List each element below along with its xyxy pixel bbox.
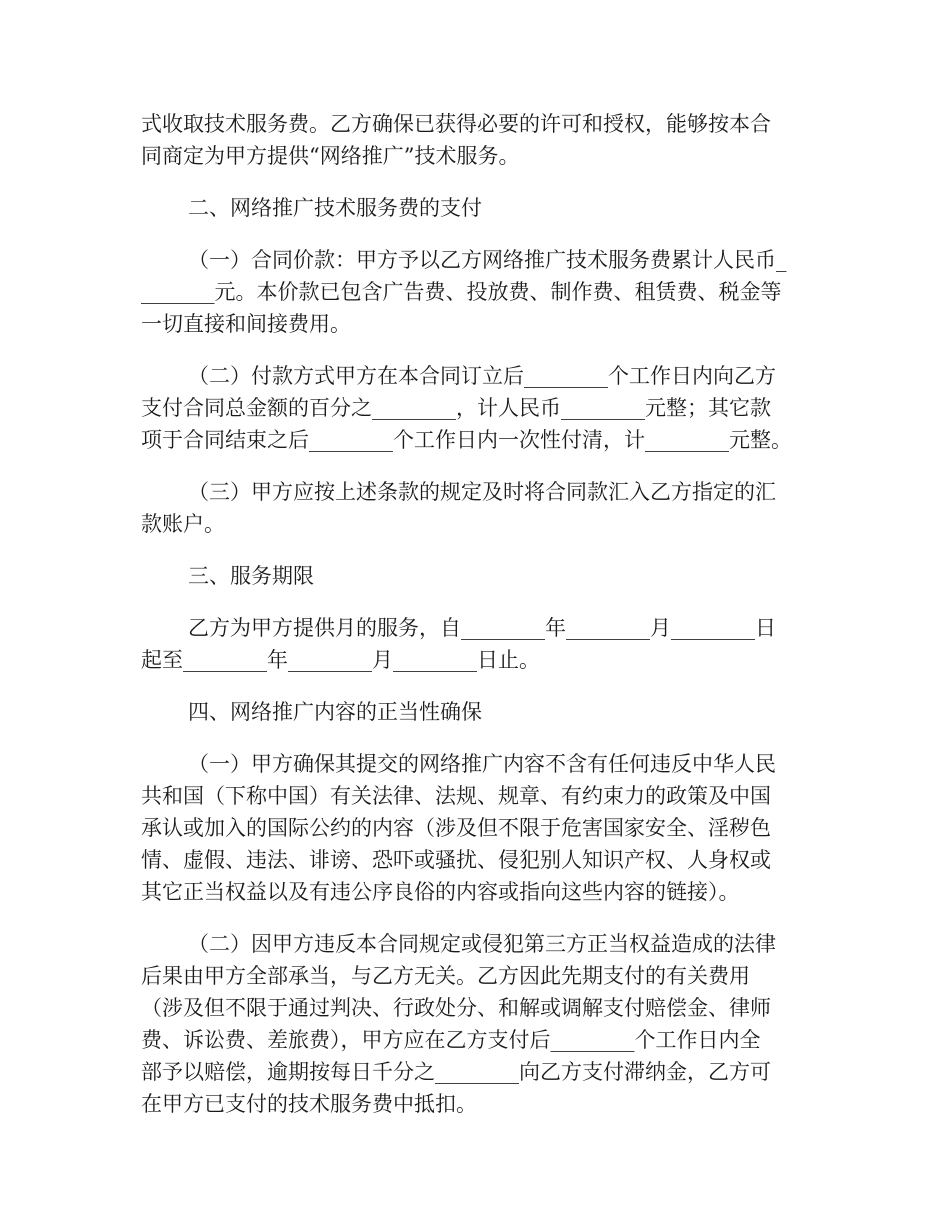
section-heading-fee-payment (141, 192, 811, 224)
text-line: 部予以赔偿，逾期按每日千分之________向乙方支付滞纳金，乙方可 (141, 1060, 771, 1084)
text-line: 项于合同结束之后________个工作日内一次性付清，计________元整。 (141, 428, 792, 452)
paragraph-intro-continuation (141, 108, 811, 172)
text-line: 款账户。 (141, 512, 225, 536)
text-line: 共和国（下称中国）有关法律、法规、规章、有约束力的政策及中国 (141, 784, 771, 808)
text-line: _______元。本价款已包含广告费、投放费、制作费、租赁费、税金等 (141, 280, 782, 304)
heading-line: 二、网络推广技术服务费的支付 (188, 196, 482, 220)
text-line: （一）甲方确保其提交的网络推广内容不含有任何违反中华人民 (188, 752, 776, 776)
text-line: 情、虚假、违法、诽谤、恐吓或骚扰、侵犯别人知识产权、人身权或 (141, 848, 771, 872)
section-heading-content-legitimacy (141, 696, 811, 728)
text-line: 后果由甲方全部承当，与乙方无关。乙方因此先期支付的有关费用 (141, 964, 750, 988)
text-line: （二）因甲方违反本合同规定或侵犯第三方正当权益造成的法律 (188, 932, 776, 956)
paragraph-content-compliance (141, 748, 811, 908)
text-line: 同商定为甲方提供“网络推广”技术服务。 (141, 144, 520, 168)
heading-line: 四、网络推广内容的正当性确保 (188, 700, 482, 724)
paragraph-payment-method (141, 360, 811, 456)
text-line: （涉及但不限于通过判决、行政处分、和解或调解支付赔偿金、律师 (141, 996, 771, 1020)
text-line: 承认或加入的国际公约的内容（涉及但不限于危害国家安全、淫秽色 (141, 816, 771, 840)
paragraph-remittance-account (141, 476, 811, 540)
text-line: （三）甲方应按上述条款的规定及时将合同款汇入乙方指定的汇 (188, 480, 776, 504)
paragraph-service-period (141, 612, 811, 676)
text-line: 其它正当权益以及有违公序良俗的内容或指向这些内容的链接）。 (141, 880, 740, 904)
text-line: 式收取技术服务费。乙方确保已获得必要的许可和授权，能够按本合 (141, 112, 771, 136)
text-line: 支付合同总金额的百分之________，计人民币________元整；其它款 (141, 396, 771, 420)
text-line: （二）付款方式甲方在本合同订立后________个工作日内向乙方 (188, 364, 776, 388)
text-line: 费、诉讼费、差旅费），甲方应在乙方支付后________个工作日内全 (141, 1028, 761, 1052)
section-heading-service-period (141, 560, 811, 592)
text-line: （一）合同价款：甲方予以乙方网络推广技术服务费累计人民币_ (188, 248, 787, 272)
heading-line: 三、服务期限 (188, 564, 314, 588)
text-line: 在甲方已支付的技术服务费中抵扣。 (141, 1092, 477, 1116)
text-line: 乙方为甲方提供月的服务，自________年________月________日 (188, 616, 776, 640)
paragraph-liability-compensation (141, 928, 811, 1120)
paragraph-contract-price (141, 244, 811, 340)
text-line: 一切直接和间接费用。 (141, 312, 351, 336)
text-line: 起至________年________月________日止。 (141, 648, 540, 672)
